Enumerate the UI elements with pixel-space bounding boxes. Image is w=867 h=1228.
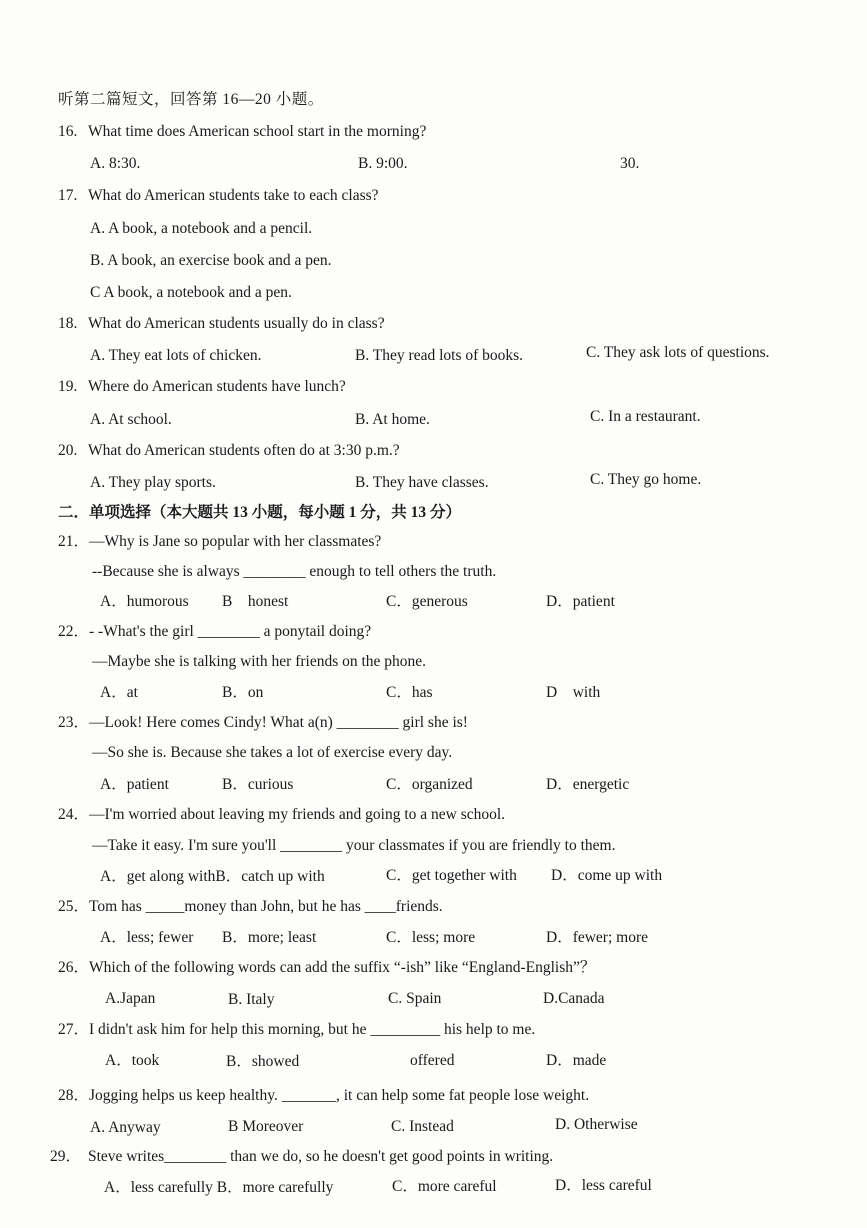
question-dialogue: —Take it easy. I'm sure you'll ________ your classmates if you are friendly to them. xyxy=(92,837,616,854)
question-text: I didn't ask him for help this morning, but he _________ his help to me. xyxy=(89,1021,536,1038)
question-text: Tom has _____money than John, but he has ____friends. xyxy=(89,898,443,915)
option-c: C. In a restaurant. xyxy=(590,408,701,425)
option-d: D．less careful xyxy=(555,1177,652,1194)
option-d: D．come up with xyxy=(551,867,663,884)
question-number: 29． xyxy=(50,1148,82,1165)
section-2-title: 二．单项选择（本大题共 13 小题，每小题 1 分，共 13 分） xyxy=(58,504,462,521)
option-b: B. A book, an exercise book and a pen. xyxy=(90,252,332,269)
option-a: A．took xyxy=(105,1052,160,1069)
question-number: 23． xyxy=(58,714,90,731)
option-c: C. Instead xyxy=(391,1118,454,1135)
option-a: A. At school. xyxy=(90,411,172,428)
question-text: Which of the following words can add the suffix “-ish” like “England-English”？ xyxy=(89,959,596,976)
option-b: B. At home. xyxy=(355,411,430,428)
option-b: B．curious xyxy=(222,776,294,793)
option-b: B. 9:00. xyxy=(358,155,408,172)
option-a: A．at xyxy=(100,684,138,701)
question-number: 26． xyxy=(58,959,90,976)
option-a: A. They eat lots of chicken. xyxy=(90,347,262,364)
question-dialogue: --Because she is always ________ enough to tell others the truth. xyxy=(92,563,497,580)
option-a: A. 8:30. xyxy=(90,155,141,172)
option-d: D．fewer; more xyxy=(546,929,648,946)
option-d: D. Otherwise xyxy=(555,1116,638,1133)
question-text: —I'm worried about leaving my friends and going to a new school. xyxy=(89,806,506,823)
option-b: B honest xyxy=(222,593,289,610)
question-number: 17. xyxy=(58,187,78,204)
question-number: 24． xyxy=(58,806,90,823)
question-text: What do American students usually do in class? xyxy=(88,315,385,332)
question-dialogue: —Maybe she is talking with her friends on the phone. xyxy=(92,653,427,670)
question-dialogue: —So she is. Because she takes a lot of exercise every day. xyxy=(92,744,453,761)
question-number: 20. xyxy=(58,442,78,459)
option-a: A．less carefully B．more carefully xyxy=(104,1179,334,1196)
question-number: 22． xyxy=(58,623,90,640)
option-a: A．humorous xyxy=(100,593,189,610)
question-number: 25． xyxy=(58,898,90,915)
option-c: C．get together with xyxy=(386,867,517,884)
question-text: Jogging helps us keep healthy. _______, it can help some fat people lose weight. xyxy=(89,1087,590,1104)
option-d: D with xyxy=(546,684,601,701)
option-b: B. Italy xyxy=(228,991,275,1008)
option-c: C. They ask lots of questions. xyxy=(586,344,770,361)
option-c: C．organized xyxy=(386,776,473,793)
option-c: C. They go home. xyxy=(590,471,702,488)
question-text: —Why is Jane so popular with her classmates? xyxy=(89,533,382,550)
question-number: 19. xyxy=(58,378,78,395)
option-c: C A book, a notebook and a pen. xyxy=(90,284,292,301)
option-b: B. They read lots of books. xyxy=(355,347,524,364)
option-c: C. Spain xyxy=(388,990,442,1007)
option-c: C．less; more xyxy=(386,929,476,946)
option-b: B．more; least xyxy=(222,929,317,946)
option-b: B．on xyxy=(222,684,264,701)
option-c: 30. xyxy=(620,155,640,172)
option-a: A. Anyway xyxy=(90,1119,161,1136)
option-a: A. They play sports. xyxy=(90,474,216,491)
question-number: 18. xyxy=(58,315,78,332)
option-c: C．generous xyxy=(386,593,468,610)
option-d: D.Canada xyxy=(543,990,605,1007)
option-c: offered xyxy=(410,1052,455,1069)
question-number: 21． xyxy=(58,533,90,550)
option-a: A．get along withB．catch up with xyxy=(100,868,325,885)
question-text: What do American students often do at 3:30 p.m.? xyxy=(88,442,400,459)
option-d: D．energetic xyxy=(546,776,630,793)
option-b: B．showed xyxy=(226,1053,300,1070)
question-text: - -What's the girl ________ a ponytail doing? xyxy=(89,623,372,640)
question-text: Where do American students have lunch? xyxy=(88,378,346,395)
question-text: What do American students take to each class? xyxy=(88,187,379,204)
option-b: B. They have classes. xyxy=(355,474,489,491)
option-a: A.Japan xyxy=(105,990,156,1007)
option-d: D．made xyxy=(546,1052,607,1069)
option-d: D．patient xyxy=(546,593,615,610)
option-a: A．patient xyxy=(100,776,169,793)
question-number: 28． xyxy=(58,1087,90,1104)
question-text: What time does American school start in the morning? xyxy=(88,123,427,140)
option-a: A. A book, a notebook and a pencil. xyxy=(90,220,313,237)
question-text: Steve writes________ than we do, so he doesn't get good points in writing. xyxy=(88,1148,554,1165)
option-a: A．less; fewer xyxy=(100,929,194,946)
option-c: C．more careful xyxy=(392,1178,497,1195)
part-intro: 听第二篇短文，回答第 16—20 小题。 xyxy=(58,91,324,108)
question-text: —Look! Here comes Cindy! What a(n) ________ girl she is! xyxy=(89,714,468,731)
question-number: 27． xyxy=(58,1021,90,1038)
option-b: B Moreover xyxy=(228,1118,304,1135)
question-number: 16. xyxy=(58,123,78,140)
option-c: C．has xyxy=(386,684,433,701)
